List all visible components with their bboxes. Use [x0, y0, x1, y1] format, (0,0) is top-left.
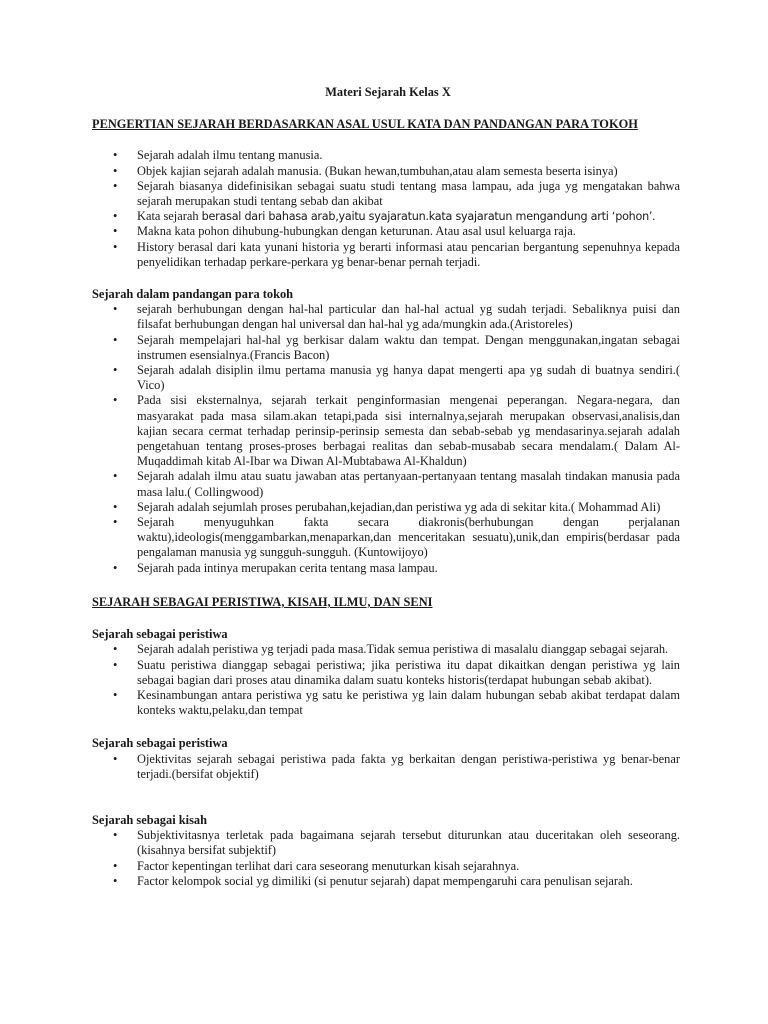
list-item: • Sejarah adalah sejumlah proses perubahan,kejadian,dan peristiwa yg ada di sekitar kita.( Mohammad Ali) [137, 500, 680, 515]
tokoh-list [92, 302, 680, 576]
kata-prefix: Kata sejarah [137, 209, 202, 224]
document-title: Materi Sejarah Kelas X [325, 85, 451, 99]
list-item: • Sejarah biasanya didefinisikan sebagai suatu studi tentang masa lampau, ada juga yg mengatakan bahwa sejarah merupakan studi tentang sebab dan akibat [137, 179, 680, 209]
list-item: • Sejarah menyuguhkan fakta secara diakronis(berhubungan dengan perjalanan waktu),ideologis(menggambarkan,menaparkan,dan menceritakan sesuatu),unik,dan empiris(berdasar pada pengalaman manusia yg sungguh-sungguh. (Kuntowijoyo) [137, 515, 680, 561]
subheading-peristiwa-2: Sejarah sebagai peristiwa [92, 736, 228, 751]
list-item: • Kesinambungan antara peristiwa yg satu ke peristiwa yg lain dalam hubungan sebab akibat terdapat dalam konteks waktu,pelaku,dan tempat [137, 688, 680, 718]
kata-suffix: . [652, 209, 656, 224]
list-item: • Factor kepentingan terlihat dari cara seseorang menuturkan kisah sejarahnya. [137, 859, 680, 874]
list-item-kata-sejarah [137, 209, 680, 224]
pengertian-list [92, 148, 680, 270]
list-item: • Factor kelompok social yg dimiliki (si penutur sejarah) dapat mempengaruhi cara penulisan sejarah. [137, 874, 680, 889]
subheading-tokoh: Sejarah dalam pandangan para tokoh [92, 287, 294, 302]
list-item: • Suatu peristiwa dianggap sebagai peristiwa; jika peristiwa itu dapat dikaitkan dengan peristiwa yg lain sebagai bagian dari proses atau dinamika dalam suatu konteks historis(terdapat hubungan sebab akibat). [137, 658, 680, 688]
list-item: • Sejarah adalah ilmu atau suatu jawaban atas pertanyaan-pertanyaan tentang masalah tindakan manusia pada masa lalu.( Collingwood) [137, 469, 680, 499]
peristiwa-list-2 [92, 752, 680, 782]
section-heading-pengertian: PENGERTIAN SEJARAH BERDASARKAN ASAL USUL KATA DAN PANDANGAN PARA TOKOH [92, 117, 638, 132]
subheading-kisah: Sejarah sebagai kisah [92, 812, 207, 827]
list-item: • sejarah berhubungan dengan hal-hal particular dan hal-hal actual yg sudah terjadi. Sebaliknya puisi dan filsafat berhubungan dengan hal universal dan hal-hal yg ada/mungkin ada.(Aristoreles) [137, 302, 680, 332]
list-item: • Sejarah adalah disiplin ilmu pertama manusia yg hanya dapat mengerti apa yg sudah di buatnya sendiri.( Vico) [137, 363, 680, 393]
list-item: • Objek kajian sejarah adalah manusia. (Bukan hewan,tumbuhan,atau alam semesta beserta isinya) [137, 164, 680, 179]
list-item: • Sejarah pada intinya merupakan cerita tentang masa lampau. [137, 561, 680, 576]
list-item: • Sejarah mempelajari hal-hal yg berkisar dalam waktu dan tempat. Dengan menggunakan,ingatan sebagai instrumen esensialnya.(Francis Bacon) [137, 333, 680, 363]
list-item: • Subjektivitasnya terletak pada bagaimana sejarah tersebut diturunkan atau duceritakan oleh seseorang.(kisahnya bersifat subjektif) [137, 828, 680, 858]
list-item: • History berasal dari kata yunani historia yg berarti informasi atau pencarian bergantung sepenuhnya kepada penyelidikan terhadap perkare-perkara yg benar-benar pernah terjadi. [137, 240, 680, 270]
subheading-peristiwa-1: Sejarah sebagai peristiwa [92, 627, 228, 642]
kisah-list [92, 828, 680, 889]
list-item: • Sejarah adalah peristiwa yg terjadi pada masa.Tidak semua peristiwa di masalalu dianggap sebagai sejarah. [137, 642, 680, 657]
kata-sans-text: berasal dari bahasa arab,yaitu syajaratun.kata syajaratun mengandung arti ‘pohon’ [201, 210, 653, 224]
list-item: • Pada sisi eksternalnya, sejarah terkait penginformasian mengenai peperangan. Negara-negara, dan masyarakat pada masa silam.akan tetapi,pada sisi internalnya,sejarah merupakan observasi,analisis,dan kajian secara cermat terhadap perinsip-perinsip semesta dan sebab-sebab yg mendasarinya.sejarah adalah pengetahuan tentang proses-proses berbagai realitas dan sebab-musabab secara mendalam.( Dalam Al-Muqaddimah kitab Al-Ibar wa Diwan Al-Mubtabawa Al-Khaldun) [137, 393, 680, 469]
list-item: • Sejarah adalah ilmu tentang manusia. [137, 148, 680, 163]
peristiwa-list-1 [92, 642, 680, 718]
list-item: • Ojektivitas sejarah sebagai peristiwa pada fakta yg berkaitan dengan peristiwa-peristiwa yg benar-benar terjadi.(bersifat objektif) [137, 752, 680, 782]
section-heading-peristiwa-kisah: SEJARAH SEBAGAI PERISTIWA, KISAH, ILMU, DAN SENI [92, 594, 433, 609]
list-item: • Makna kata pohon dihubung-hubungkan dengan keturunan. Atau asal usul keluarga raja. [137, 224, 680, 239]
